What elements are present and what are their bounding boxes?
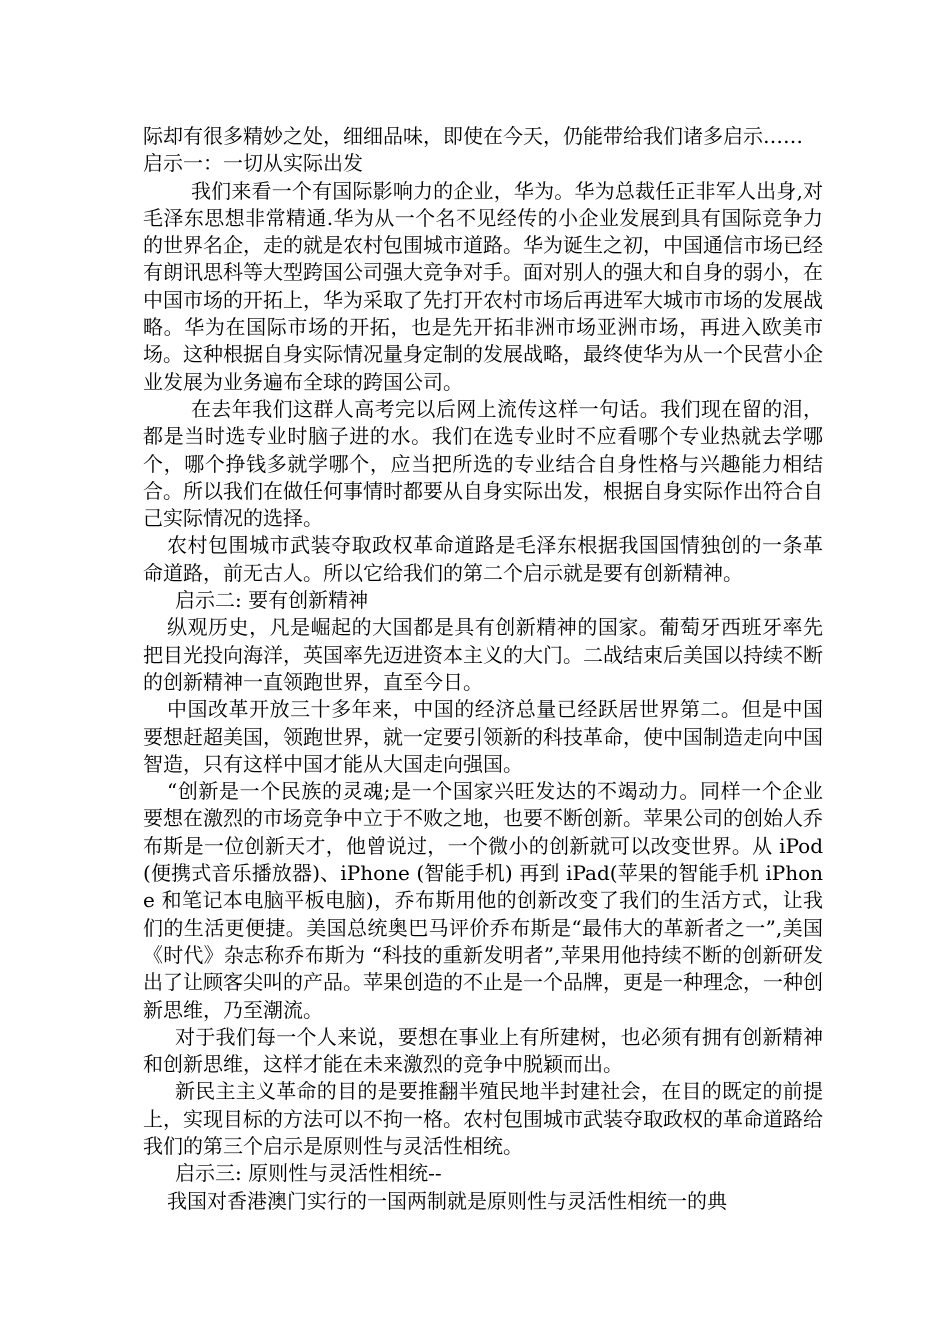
heading-inspiration-3: 启示三: 原则性与灵活性相统--: [175, 1161, 442, 1186]
huawei-paragraph: 我们来看一个有国际影响力的企业，华为。华为总裁任正非军人出身,对毛泽东思想非常精通.华为从一个名不见经传的小企业发展到具有国际竞争力的世界名企，走的就是农村包围城市道路。华为诞生之初，中国通信市场已经有朗讯思科等大型跨国公司强大竞争对手。面对别人的强大和自身的弱小，在中国市场的开拓上，华为采取了先打开农村市场后再进军大城市市场的发展战略。华为在国际市场的开拓，也是先开拓非洲市场亚洲市场，再进入欧美市场。这种根据自身实际情况量身定制的发展战略，最终使华为从一个民营小企业发展为业务遍布全球的跨国公司。: [143, 178, 823, 394]
apple-paragraph: “创新是一个民族的灵魂;是一个国家兴旺发达的不竭动力。同样一个企业要想在激烈的市场竞争中立于不败之地，也要不断创新。苹果公司的创始人乔布斯是一位创新天才，他曾说过，一个微小的创新就可以改变世界。从 iPod (便携式音乐播放器)、iPhone (智能手机) 再到 iPad(苹果的智能手机 iPhone 和笔记本电脑平板电脑)，乔布斯用他的创新改变了我们的生活方式，让我们的生活更便捷。美国总统奥巴马评价乔布斯是“最伟大的革新者之一”,美国 《时代》杂志称乔布斯为 “科技的重新发明者”,苹果用他持续不断的创新研发出了让顾客尖叫的产品。苹果创造的不止是一个品牌，更是一种理念，一种创新思维，乃至潮流。: [143, 779, 823, 1022]
individual-paragraph: 对于我们每一个人来说，要想在事业上有所建树，也必须有拥有创新精神和创新思维，这样才能在未来激烈的竞争中脱颖而出。: [143, 1024, 823, 1077]
hk-macau-paragraph: 我国对香港澳门实行的一国两制就是原则性与灵活性相统一的典: [167, 1188, 727, 1213]
heading-inspiration-1: 启示一：一切从实际出发: [143, 151, 363, 176]
china-paragraph: 中国改革开放三十多年来，中国的经济总量已经跃居世界第二。但是中国要想赶超美国，领跑世界，就一定要引领新的科技革命，使中国制造走向中国智造，只有这样中国才能从大国走向强国。: [143, 697, 823, 776]
heading-inspiration-2: 启示二: 要有创新精神: [175, 588, 369, 613]
document-page: [143, 123, 823, 1215]
gaokao-paragraph: 在去年我们这群人高考完以后网上流传这样一句话。我们现在留的泪，都是当时选专业时脑子进的水。我们在选专业时不应看哪个专业热就去学哪个，哪个挣钱多就学哪个，应当把所选的专业结合自身性格与兴趣能力相结合。所以我们在做任何事情时都要从自身实际出发，根据自身实际作出符合自己实际情况的选择。: [143, 396, 823, 531]
revolution-paragraph: 农村包围城市武装夺取政权革命道路是毛泽东根据我国国情独创的一条革命道路，前无古人。所以它给我们的第二个启示就是要有创新精神。: [143, 533, 823, 585]
new-democracy-paragraph: 新民主主义革命的目的是要推翻半殖民地半封建社会，在目的既定的前提上，实现目标的方法可以不拘一格。农村包围城市武装夺取政权的革命道路给我们的第三个启示是原则性与灵活性相统。: [143, 1079, 823, 1158]
intro-paragraph: 际却有很多精妙之处，细细品味，即使在今天，仍能带给我们诸多启示……: [143, 124, 803, 148]
history-paragraph: 纵观历史，凡是崛起的大国都是具有创新精神的国家。葡萄牙西班牙率先把目光投向海洋，英国率先迈进资本主义的大门。二战结束后美国以持续不断的创新精神一直领跑世界，直至今日。: [143, 615, 823, 694]
